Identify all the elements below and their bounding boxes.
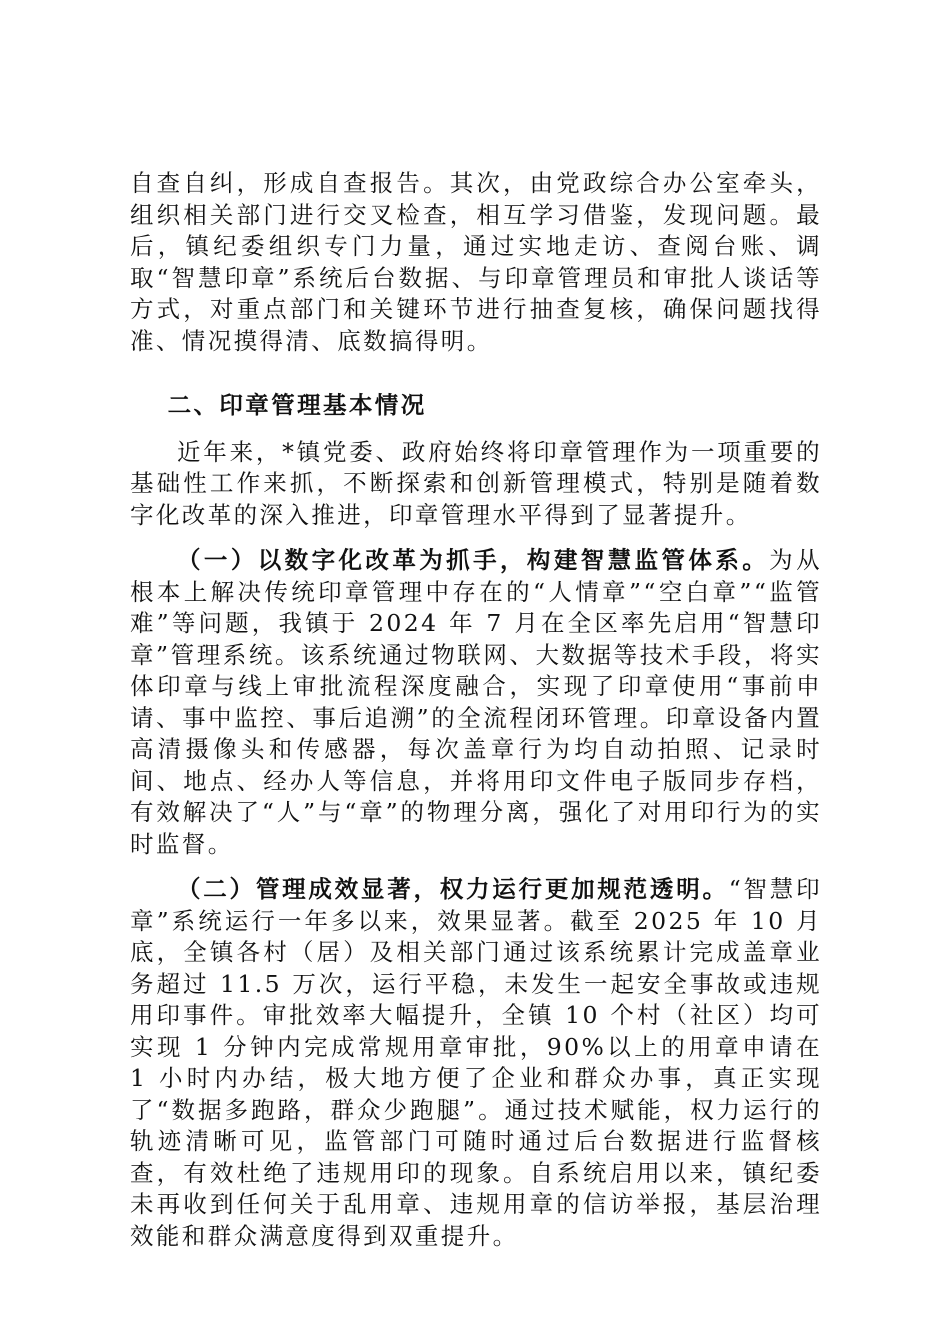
spacer bbox=[130, 357, 822, 390]
subsection-2-body: “智慧印章”系统运行一年多以来，效果显著。截至 2025 年 10 月底，全镇各村（居）及相关部门通过该系统累计完成盖章业务超过 11.5 万次，运行平稳，未发生一起安全事故或违规用印事件。审批效率大幅提升，全镇 10 个村（社区）均可实现 1 分钟内完成常规用章审批，90%以上的用章申请在 1 小时内办结，极大地方便了企业和群众办事，真正实现了“数据多跑路，群众少跑腿”。通过技术赋能，权力运行的轨迹清晰可见，监管部门可随时通过后台数据进行监督核查，有效杜绝了违规用印的现象。自系统启用以来，镇纪委未再收到任何关于乱用章、违规用章的信访举报，基层治理效能和群众满意度得到双重提升。 bbox=[130, 875, 822, 1250]
section-heading: 二、印章管理基本情况 bbox=[167, 391, 427, 419]
subsection-1-title: （一）以数字化改革为抓手，构建智慧监管体系。 bbox=[177, 546, 770, 574]
spacer bbox=[130, 531, 822, 545]
subsection-2-title: （二）管理成效显著，权力运行更加规范透明。 bbox=[177, 875, 729, 903]
intro-paragraph: 近年来，*镇党委、政府始终将印章管理作为一项重要的基础性工作来抓，不断探索和创新管理模式，特别是随着数字化改革的深入推进，印章管理水平得到了显著提升。 bbox=[130, 437, 822, 529]
subsection-2-paragraph bbox=[130, 874, 822, 1252]
spacer bbox=[130, 422, 822, 437]
subsection-1-paragraph bbox=[130, 545, 822, 860]
paragraph-continued: 自查自纠，形成自查报告。其次，由党政综合办公室牵头，组织相关部门进行交叉检查，相互学习借鉴，发现问题。最后，镇纪委组织专门力量，通过实地走访、查阅台账、调取“智慧印章”系统后台数据、与印章管理员和审批人谈话等方式，对重点部门和关键环节进行抽查复核，确保问题找得准、情况摸得清、底数搞得明。 bbox=[130, 169, 822, 355]
spacer bbox=[130, 860, 822, 874]
subsection-1-body: 为从根本上解决传统印章管理中存在的“人情章”“空白章”“监管难”等问题，我镇于 2024 年 7 月在全区率先启用“智慧印章”管理系统。该系统通过物联网、大数据等技术手段，将实体印章与线上审批流程深度融合，实现了印章使用“事前申请、事中监控、事后追溯”的全流程闭环管理。印章设备内置高清摄像头和传感器，每次盖章行为均自动拍照、记录时间、地点、经办人等信息，并将用印文件电子版同步存档，有效解决了“人”与“章”的物理分离，强化了对用印行为的实时监督。 bbox=[130, 546, 822, 858]
